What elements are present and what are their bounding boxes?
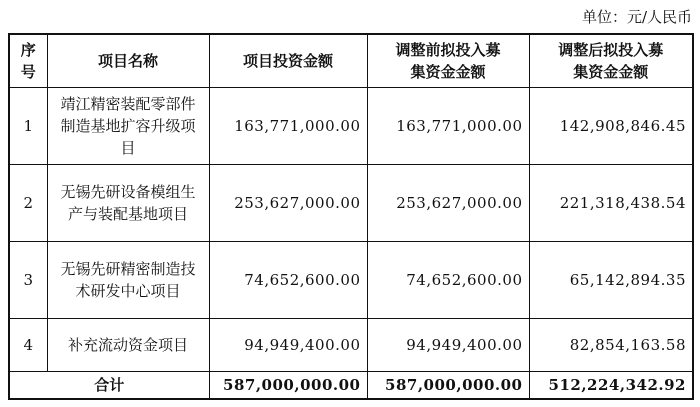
table-row <box>9 319 693 372</box>
row-after: 142,908,846.45 <box>529 88 693 165</box>
row-before: 163,771,000.00 <box>367 88 529 165</box>
row-name: 无锡先研精密制造技术研发中心项目 <box>47 242 209 319</box>
row-before: 74,652,600.00 <box>367 242 529 319</box>
row-after: 82,854,163.58 <box>529 319 693 372</box>
row-seq: 2 <box>9 165 47 242</box>
row-after: 221,318,438.54 <box>529 165 693 242</box>
fundraising-table <box>8 33 694 400</box>
row-name: 无锡先研设备模组生产与装配基地项目 <box>47 165 209 242</box>
row-before: 253,627,000.00 <box>367 165 529 242</box>
row-total: 74,652,600.00 <box>209 242 367 319</box>
header-after: 调整后拟投入募集资金金额 <box>529 34 693 88</box>
header-seq: 序号 <box>9 34 47 88</box>
row-seq: 1 <box>9 88 47 165</box>
total-label: 合计 <box>9 372 209 400</box>
row-before: 94,949,400.00 <box>367 319 529 372</box>
header-total-investment: 项目投资金额 <box>209 34 367 88</box>
row-seq: 4 <box>9 319 47 372</box>
table-row <box>9 88 693 165</box>
table-row <box>9 242 693 319</box>
header-row <box>9 34 693 88</box>
header-name: 项目名称 <box>47 34 209 88</box>
row-name: 补充流动资金项目 <box>47 319 209 372</box>
row-total: 253,627,000.00 <box>209 165 367 242</box>
row-total: 163,771,000.00 <box>209 88 367 165</box>
row-name: 靖江精密装配零部件制造基地扩容升级项目 <box>47 88 209 165</box>
row-after: 65,142,894.35 <box>529 242 693 319</box>
row-total: 94,949,400.00 <box>209 319 367 372</box>
table-row <box>9 165 693 242</box>
header-before: 调整前拟投入募集资金金额 <box>367 34 529 88</box>
total-row <box>9 372 693 400</box>
unit-label: 单位：元/人民币 <box>581 8 692 26</box>
total-after-sum: 512,224,342.92 <box>529 372 693 400</box>
row-seq: 3 <box>9 242 47 319</box>
total-before-sum: 587,000,000.00 <box>367 372 529 400</box>
total-investment-sum: 587,000,000.00 <box>209 372 367 400</box>
